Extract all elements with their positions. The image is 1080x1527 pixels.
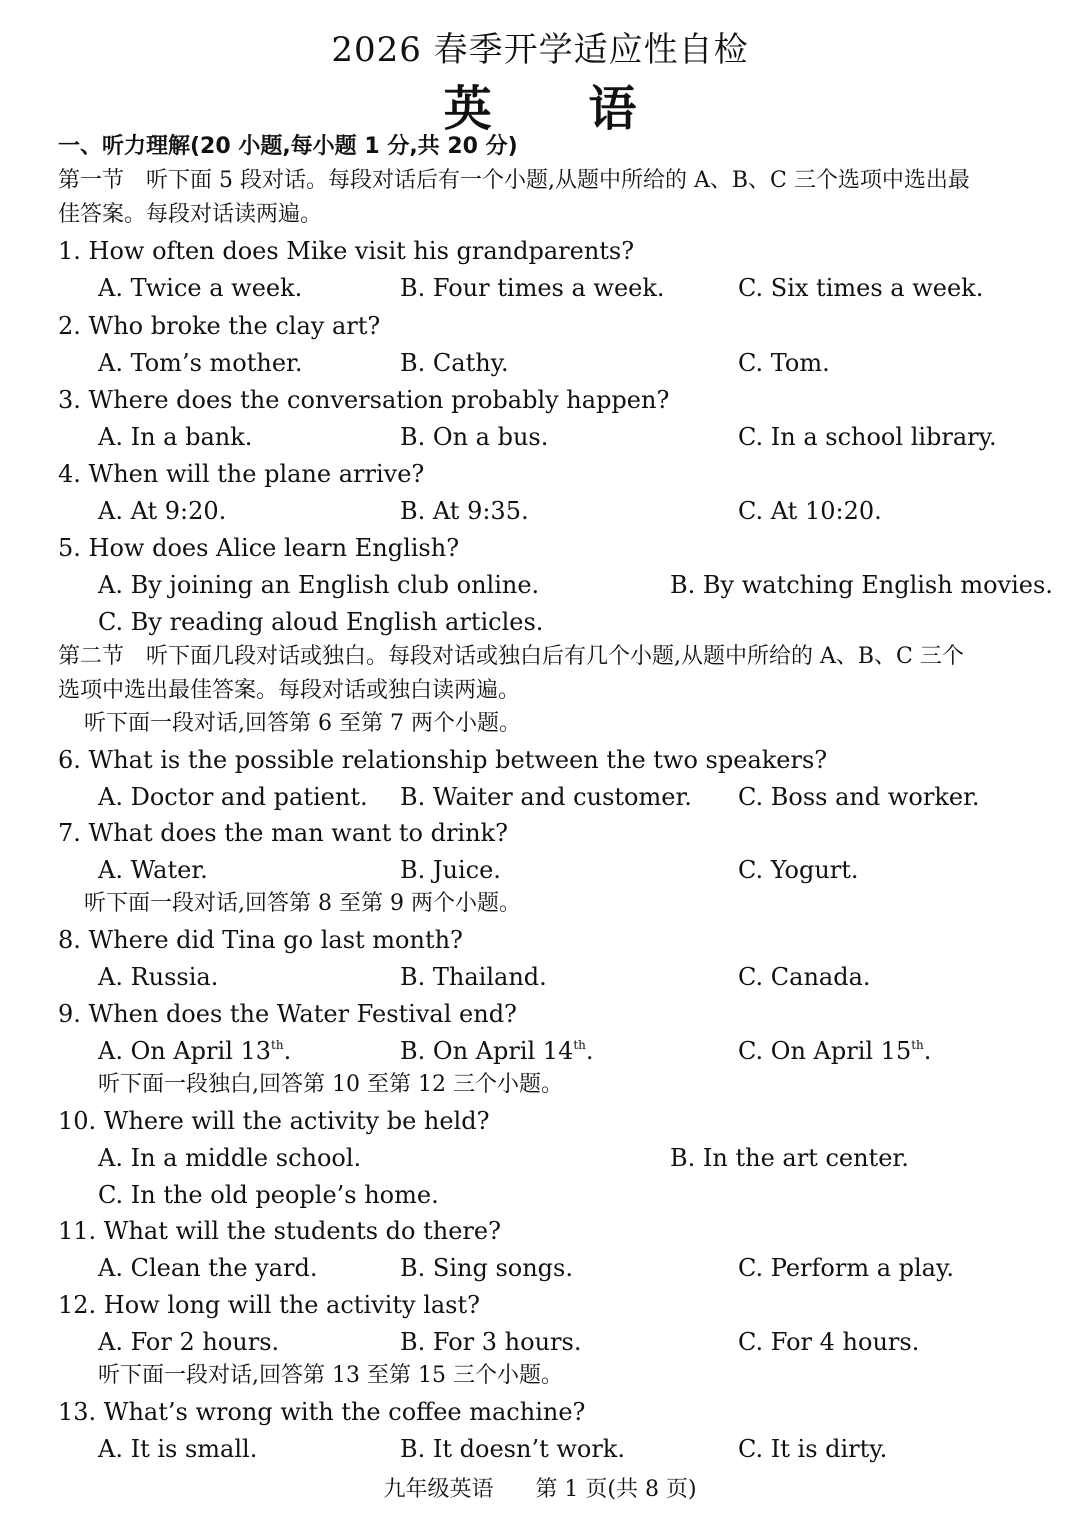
q7-option-a: A. Water. [98, 856, 208, 884]
question-12: 12. How long will the activity last? [58, 1291, 481, 1319]
q5-option-a: A. By joining an English club online. [98, 571, 540, 599]
q8-option-b: B. Thailand. [400, 963, 547, 991]
q6-option-b: B. Waiter and customer. [400, 783, 692, 811]
subject-title: 英 语 [443, 81, 637, 137]
q9-option-c: C. On April 15th. [738, 1037, 932, 1065]
question-4: 4. When will the plane arrive? [58, 460, 425, 488]
question-3: 3. Where does the conversation probably happen? [58, 386, 670, 414]
q10-option-c: C. In the old people’s home. [98, 1181, 439, 1209]
section-heading: 一、听力理解(20 小题,每小题 1 分,共 20 分) [58, 134, 518, 159]
q3-option-a: A. In a bank. [98, 423, 253, 451]
ordinal-suffix: th [271, 1038, 284, 1052]
q4-option-b: B. At 9:35. [400, 497, 529, 525]
part1-instruction-line2: 佳答案。每段对话读两遍。 [58, 202, 323, 227]
q4-option-a: A. At 9:20. [98, 497, 227, 525]
q13-option-b: B. It doesn’t work. [400, 1435, 625, 1463]
note-questions-10-12: 听下面一段独白,回答第 10 至第 12 三个小题。 [98, 1072, 563, 1097]
question-10: 10. Where will the activity be held? [58, 1107, 490, 1135]
q12-option-a: A. For 2 hours. [98, 1328, 280, 1356]
note-questions-6-7: 听下面一段对话,回答第 6 至第 7 两个小题。 [84, 711, 521, 736]
q12-option-c: C. For 4 hours. [738, 1328, 920, 1356]
ordinal-suffix: th [573, 1038, 586, 1052]
q2-option-b: B. Cathy. [400, 349, 509, 377]
q12-option-b: B. For 3 hours. [400, 1328, 582, 1356]
q3-option-c: C. In a school library. [738, 423, 997, 451]
q9-option-b: B. On April 14th. [400, 1037, 594, 1065]
q8-option-c: C. Canada. [738, 963, 871, 991]
footer-page-number: 第 1 页(共 8 页) [535, 1477, 697, 1502]
question-6: 6. What is the possible relationship between the two speakers? [58, 746, 828, 774]
question-11: 11. What will the students do there? [58, 1217, 501, 1245]
page-footer [0, 1472, 1080, 1503]
q2-option-a: A. Tom’s mother. [98, 349, 303, 377]
part1-instruction-line1: 第一节 听下面 5 段对话。每段对话后有一个小题,从题中所给的 A、B、C 三个选项中选出最 [58, 168, 970, 193]
q11-option-c: C. Perform a play. [738, 1254, 954, 1282]
q9-option-b-text: B. On April 14 [400, 1037, 574, 1065]
q10-option-a: A. In a middle school. [98, 1144, 362, 1172]
q1-option-a: A. Twice a week. [98, 274, 303, 302]
question-8: 8. Where did Tina go last month? [58, 926, 463, 954]
note-questions-13-15: 听下面一段对话,回答第 13 至第 15 三个小题。 [98, 1363, 563, 1388]
q10-option-b: B. In the art center. [670, 1144, 909, 1172]
q9-option-a: A. On April 13th. [98, 1037, 292, 1065]
q7-option-b: B. Juice. [400, 856, 501, 884]
question-7: 7. What does the man want to drink? [58, 819, 508, 847]
note-questions-8-9: 听下面一段对话,回答第 8 至第 9 两个小题。 [84, 891, 521, 916]
question-2: 2. Who broke the clay art? [58, 312, 381, 340]
question-9: 9. When does the Water Festival end? [58, 1000, 517, 1028]
q8-option-a: A. Russia. [98, 963, 219, 991]
ordinal-suffix: th [911, 1038, 924, 1052]
q13-option-c: C. It is dirty. [738, 1435, 888, 1463]
q13-option-a: A. It is small. [98, 1435, 258, 1463]
part2-instruction-line2: 选项中选出最佳答案。每段对话或独白读两遍。 [58, 678, 521, 703]
part2-instruction-line1: 第二节 听下面几段对话或独白。每段对话或独白后有几个小题,从题中所给的 A、B、C 三个 [58, 644, 964, 669]
footer-grade: 九年级英语 [383, 1477, 494, 1502]
q2-option-c: C. Tom. [738, 349, 830, 377]
exam-title: 2026 春季开学适应性自检 [331, 30, 749, 70]
q6-option-a: A. Doctor and patient. [98, 783, 368, 811]
q4-option-c: C. At 10:20. [738, 497, 882, 525]
question-5: 5. How does Alice learn English? [58, 534, 460, 562]
q9-option-a-text: A. On April 13 [98, 1037, 272, 1065]
q7-option-c: C. Yogurt. [738, 856, 859, 884]
q1-option-c: C. Six times a week. [738, 274, 984, 302]
q5-option-b: B. By watching English movies. [670, 571, 1053, 599]
q3-option-b: B. On a bus. [400, 423, 549, 451]
question-1: 1. How often does Mike visit his grandparents? [58, 237, 635, 265]
q6-option-c: C. Boss and worker. [738, 783, 980, 811]
q11-option-a: A. Clean the yard. [98, 1254, 318, 1282]
q1-option-b: B. Four times a week. [400, 274, 665, 302]
question-13: 13. What’s wrong with the coffee machine? [58, 1398, 586, 1426]
q9-option-c-text: C. On April 15 [738, 1037, 912, 1065]
q11-option-b: B. Sing songs. [400, 1254, 573, 1282]
q5-option-c: C. By reading aloud English articles. [98, 608, 544, 636]
